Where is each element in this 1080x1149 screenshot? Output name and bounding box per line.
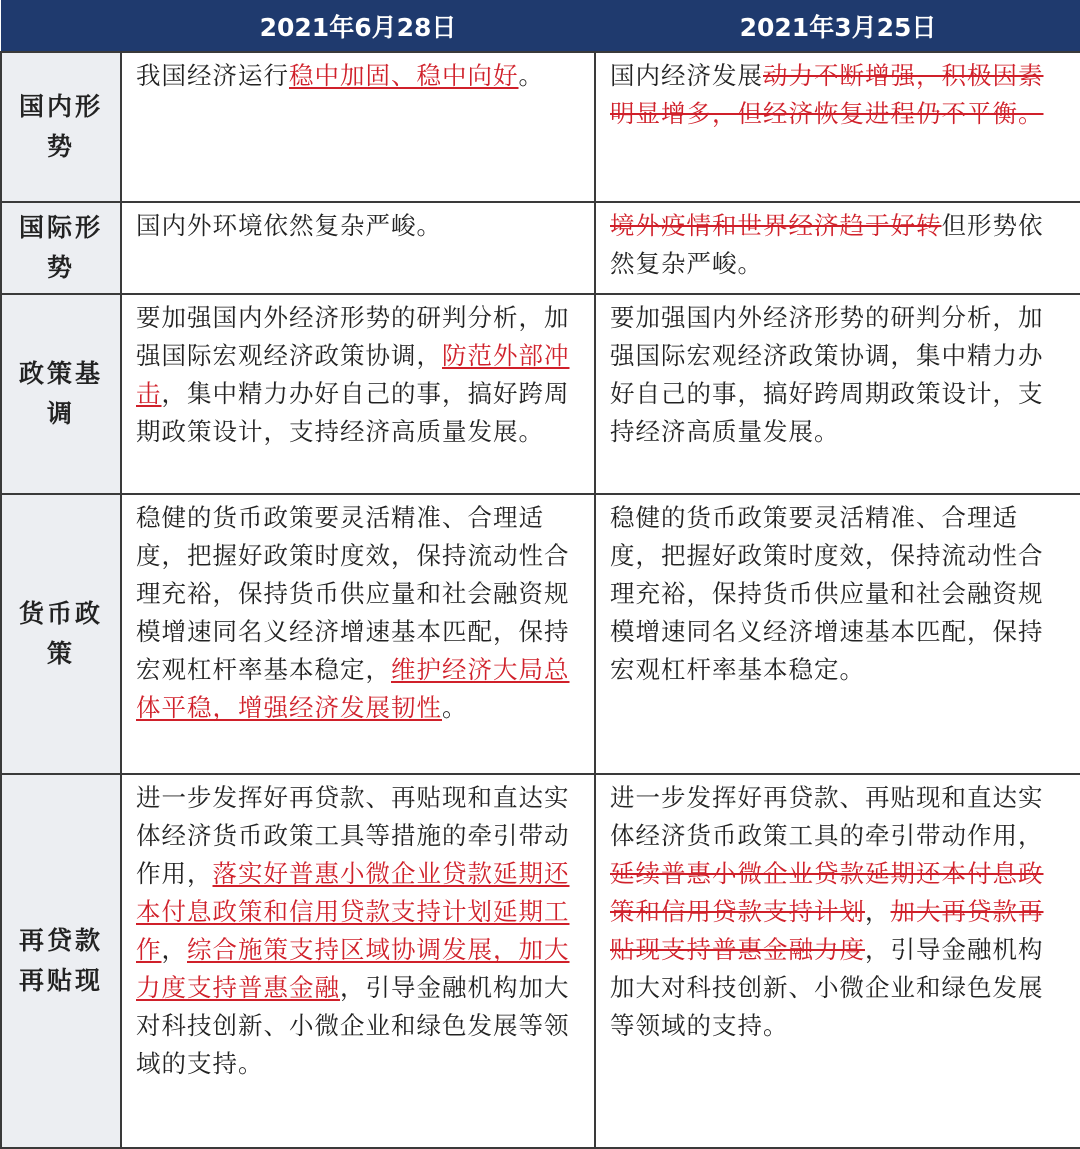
body-text: 要加强国内外经济形势的研判分析，加强国际宏观经济政策协调，集中精力办好自己的事，搞好跨周期政策设计，支持经济高质量发展。	[610, 303, 1044, 446]
cell-old	[595, 494, 1080, 774]
row-label-international: 国际形势	[1, 202, 121, 294]
cell-old	[595, 202, 1080, 294]
row-label-relending: 再贷款再贴现	[1, 774, 121, 1148]
header-date-2021-03-25: 2021年3月25日	[595, 1, 1080, 53]
row-label-domestic: 国内形势	[1, 52, 121, 202]
body-text: 要加强国内外经济形势的研判分析，加强国际宏观经济政策协调，	[136, 303, 570, 370]
body-text: 。	[518, 61, 544, 90]
row-label-monetary-policy: 货币政策	[1, 494, 121, 774]
cell-new	[121, 774, 595, 1148]
deleted-text: 境外疫情和世界经济趋于好转	[610, 211, 942, 240]
cell-new	[121, 494, 595, 774]
added-text: 落实好普惠小微企业贷款延期还本付息政策和信用贷款支持计划延期工作	[136, 859, 570, 964]
added-text: 综合施策支持区域协调发展，加大力度支持普惠金融	[136, 935, 570, 1002]
body-text: ，	[865, 897, 891, 926]
added-text: 稳中加固、稳中向好	[289, 61, 519, 90]
cell-old	[595, 774, 1080, 1148]
cell-old	[595, 294, 1080, 494]
table-row	[1, 774, 1080, 1148]
row-label-policy-tone: 政策基调	[1, 294, 121, 494]
deleted-text: 延续普惠小微企业贷款延期还本付息政策和信用贷款支持计划	[610, 859, 1044, 926]
header-row	[1, 1, 1080, 53]
added-text: 防范外部冲击	[136, 341, 570, 408]
deleted-text: 动力不断增强，积极因素明显增多，但经济恢复进程仍不平衡。	[610, 61, 1044, 128]
body-text: 我国经济运行	[136, 61, 289, 90]
table-row	[1, 294, 1080, 494]
header-corner	[1, 1, 121, 53]
body-text: 稳健的货币政策要灵活精准、合理适度，把握好政策时度效，保持流动性合理充裕，保持货币供应量和社会融资规模增速同名义经济增速基本匹配，保持宏观杠杆率基本稳定。	[610, 503, 1044, 684]
deleted-text: 加大再贷款再贴现支持普惠金融力度	[610, 897, 1044, 964]
body-text: 。	[442, 693, 468, 722]
body-text: ，	[161, 935, 187, 964]
cell-old	[595, 52, 1080, 202]
body-text: 但形势依然复杂严峻。	[610, 211, 1044, 278]
body-text: ，集中精力办好自己的事，搞好跨周期政策设计，支持经济高质量发展。	[136, 379, 570, 446]
cell-new	[121, 52, 595, 202]
body-text: 稳健的货币政策要灵活精准、合理适度，把握好政策时度效，保持流动性合理充裕，保持货币供应量和社会融资规模增速同名义经济增速基本匹配，保持宏观杠杆率基本稳定，	[136, 503, 570, 684]
body-text: 进一步发挥好再贷款、再贴现和直达实体经济货币政策工具等措施的牵引带动作用，	[136, 783, 570, 888]
cell-new	[121, 294, 595, 494]
cell-new	[121, 202, 595, 294]
table-row	[1, 202, 1080, 294]
body-text: 国内外环境依然复杂严峻。	[136, 211, 442, 240]
added-text: 维护经济大局总体平稳，增强经济发展韧性	[136, 655, 570, 722]
body-text: ，引导金融机构加大对科技创新、小微企业和绿色发展等领域的支持。	[136, 973, 570, 1078]
table-row	[1, 52, 1080, 202]
table-row	[1, 494, 1080, 774]
header-date-2021-06-28: 2021年6月28日	[121, 1, 595, 53]
body-text: 进一步发挥好再贷款、再贴现和直达实体经济货币政策工具的牵引带动作用，	[610, 783, 1044, 850]
body-text: ，引导金融机构加大对科技创新、小微企业和绿色发展等领域的支持。	[610, 935, 1044, 1040]
body-text: 国内经济发展	[610, 61, 763, 90]
